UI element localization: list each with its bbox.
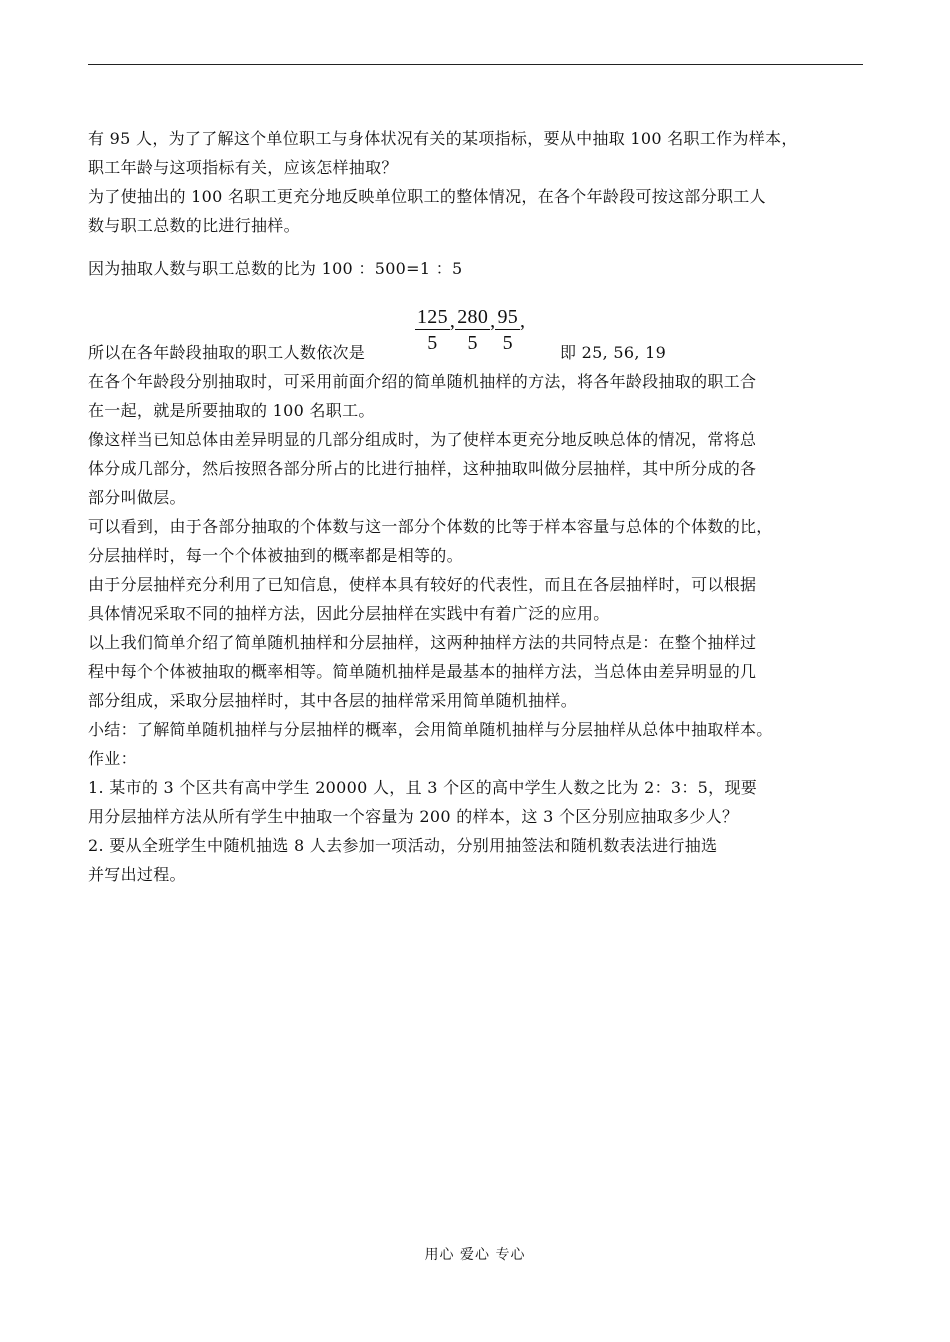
document-body	[88, 124, 868, 889]
paragraph-application-line1: 由于分层抽样充分利用了已知信息，使样本具有较好的代表性，而且在各层抽样时，可以根据	[88, 575, 757, 594]
fraction-95-over-5	[495, 305, 520, 356]
numerator: 125	[417, 306, 448, 328]
fraction-prefix: 所以在各年龄段抽取的职工人数依次是	[88, 343, 366, 362]
homework-item-1-line2: 用分层抽样方法从所有学生中抽取一个容量为 200 的样本，这 3 个区分别应抽取多少人？	[88, 807, 739, 826]
denominator: 5	[502, 332, 513, 354]
paragraph-definition-line2: 体分成几部分，然后按照各部分所占的比进行抽样，这种抽取叫做分层抽样，其中所分成的各	[88, 459, 757, 478]
homework-item-2-line2: 并写出过程。	[88, 865, 186, 884]
fraction-280-over-5	[455, 305, 490, 356]
paragraph-intro-line2: 职工年龄与这项指标有关，应该怎样抽取？	[88, 158, 398, 177]
paragraph-intro-line1: 有 95 人，为了了解这个单位职工与身体状况有关的某项指标，要从中抽取 100 名职工作为样本，	[88, 129, 798, 148]
numerator: 95	[497, 306, 519, 328]
summary: 小结：了解简单随机抽样与分层抽样的概率，会用简单随机抽样与分层抽样从总体中抽取样本。	[88, 720, 773, 739]
paragraph-comparison-line3: 部分组成，采取分层抽样时，其中各层的抽样常采用简单随机抽样。	[88, 691, 578, 710]
comma: ,	[520, 310, 526, 332]
homework-heading: 作业：	[88, 749, 137, 768]
paragraph-probability-line2: 分层抽样时，每一个个体被抽到的概率都是相等的。	[88, 546, 463, 565]
comma: ,	[490, 310, 496, 332]
fraction-125-over-5	[415, 305, 450, 356]
paragraph-comparison-line2: 程中每个个体被抽取的概率相等。简单随机抽样是最基本的抽样方法，当总体由差异明显的几	[88, 662, 757, 681]
fraction-result: 即 25, 56, 19	[560, 343, 667, 362]
paragraph-method-line1: 在各个年龄段分别抽取时，可采用前面介绍的简单随机抽样的方法，将各年龄段抽取的职工合	[88, 372, 757, 391]
numerator: 280	[457, 306, 489, 328]
ratio-statement: 因为抽取人数与职工总数的比为 100 ：500=1 ：5	[88, 259, 463, 278]
fraction-group	[415, 305, 525, 356]
paragraph-purpose-line1: 为了使抽出的 100 名职工更充分地反映单位职工的整体情况，在各个年龄段可按这部分职工人	[88, 187, 766, 206]
paragraph-comparison-line1: 以上我们简单介绍了简单随机抽样和分层抽样，这两种抽样方法的共同特点是：在整个抽样过	[88, 633, 757, 652]
denominator: 5	[427, 332, 438, 354]
header-rule	[88, 64, 863, 65]
paragraph-purpose-line2: 数与职工总数的比进行抽样。	[88, 216, 300, 235]
paragraph-definition-line3: 部分叫做层。	[88, 488, 186, 507]
fraction-line	[88, 305, 868, 367]
homework-item-1-line1: 1. 某市的 3 个区共有高中学生 20000 人，且 3 个区的高中学生人数之比为 2：3：5，现要	[88, 778, 758, 797]
denominator: 5	[467, 332, 478, 354]
comma: ,	[449, 310, 456, 332]
page-footer: 用心 爱心 专心	[424, 1247, 526, 1263]
paragraph-probability-line1: 可以看到，由于各部分抽取的个体数与这一部分个体数的比等于样本容量与总体的个体数的比，	[88, 517, 773, 536]
paragraph-application-line2: 具体情况采取不同的抽样方法，因此分层抽样在实践中有着广泛的应用。	[88, 604, 610, 623]
paragraph-method-line2: 在一起，就是所要抽取的 100 名职工。	[88, 401, 375, 420]
paragraph-definition-line1: 像这样当已知总体由差异明显的几部分组成时，为了使样本更充分地反映总体的情况，常将总	[88, 430, 757, 449]
homework-item-2-line1: 2. 要从全班学生中随机抽选 8 人去参加一项活动，分别用抽签法和随机数表法进行抽选	[88, 836, 718, 855]
